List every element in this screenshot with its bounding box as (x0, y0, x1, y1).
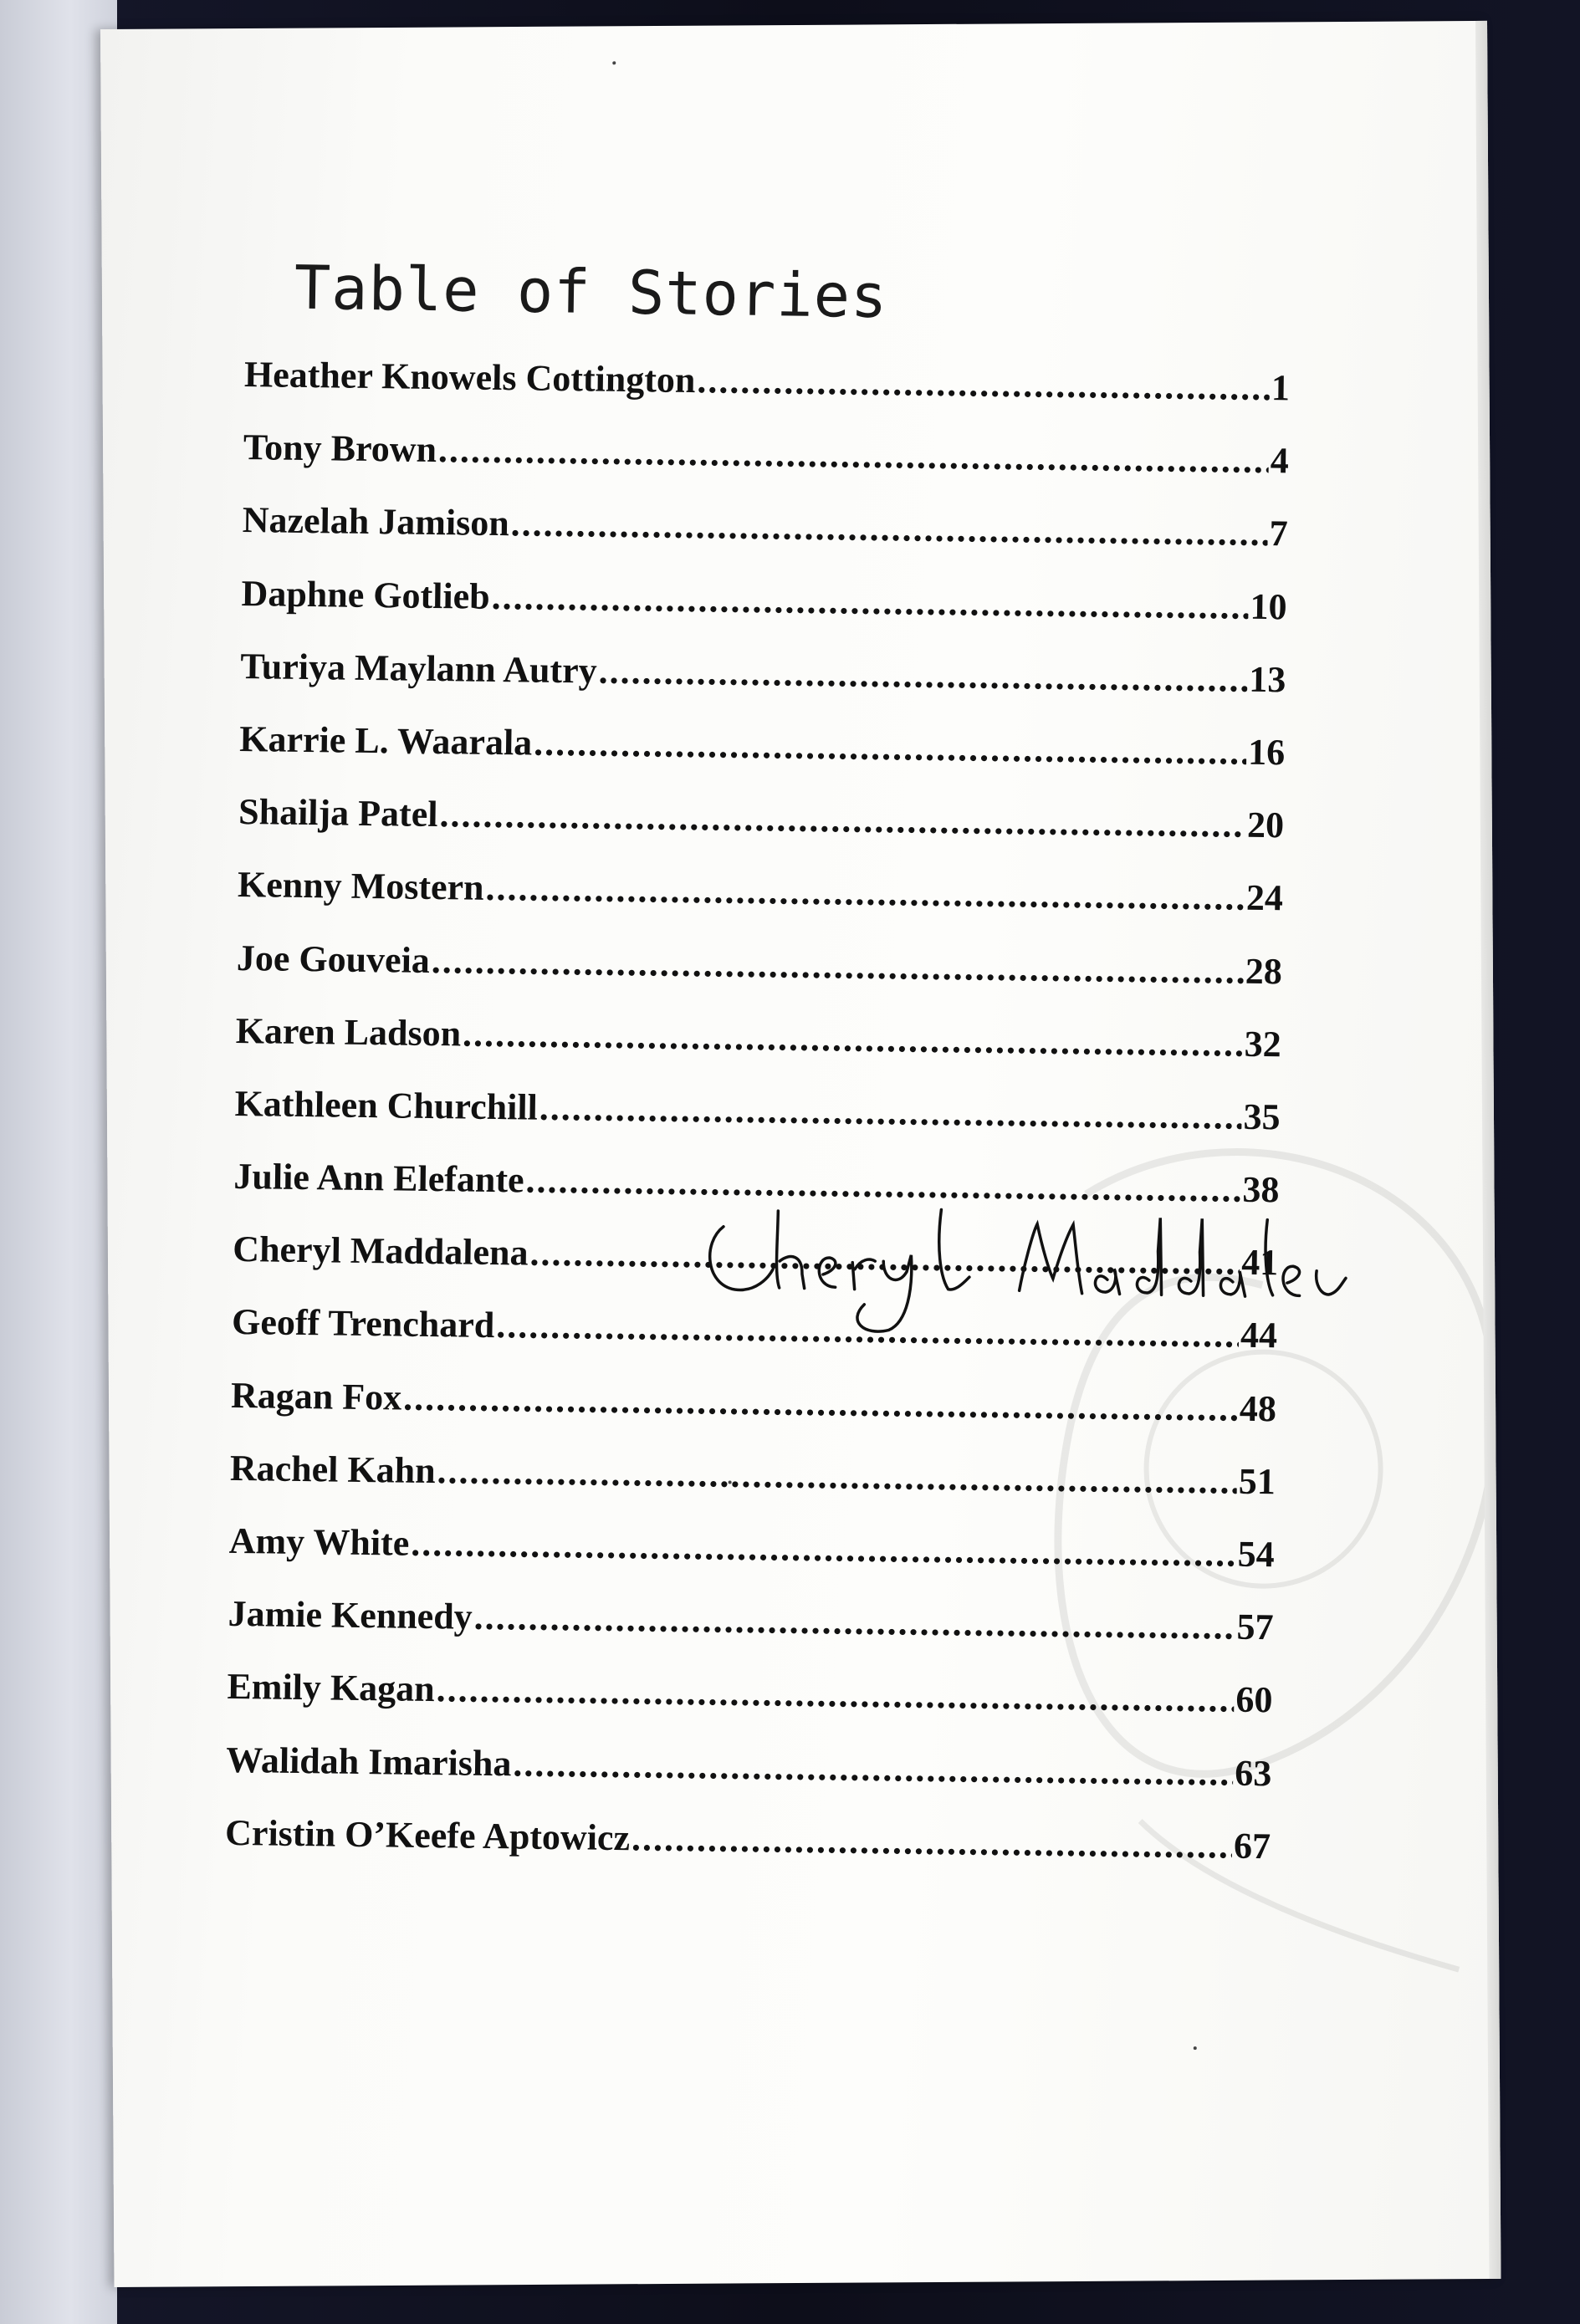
dust-speck (1194, 2046, 1197, 2050)
toc-entry-name: Ragan Fox (230, 1374, 402, 1418)
toc-entry-page: 44 (1240, 1315, 1278, 1356)
toc-entry (241, 572, 1287, 659)
toc-leader-dots (491, 575, 1249, 627)
toc-entry-name: Emily Kagan (227, 1666, 435, 1710)
toc-entry (242, 498, 1288, 585)
toc-entry-page: 57 (1236, 1606, 1274, 1648)
toc-leader-dots (539, 1086, 1242, 1138)
toc-entry (227, 1665, 1273, 1752)
toc-entry-page: 32 (1244, 1023, 1281, 1065)
toc-entry-page: 67 (1233, 1825, 1271, 1867)
toc-entry (240, 645, 1286, 732)
toc-entry-name: Turiya Maylann Autry (240, 645, 598, 692)
toc-entry-name: Julie Ann Elefante (233, 1155, 524, 1201)
toc-entry-name: Cristin O’Keefe Aptowicz (224, 1811, 631, 1858)
toc-leader-dots (598, 649, 1247, 700)
toc-entry (226, 1738, 1272, 1825)
toc-leader-dots (697, 359, 1270, 409)
toc-entry-name: Geoff Trenchard (231, 1301, 495, 1346)
toc-entry (236, 936, 1282, 1023)
toc-entry (243, 426, 1289, 513)
toc-entry-name: Karen Ladson (235, 1009, 462, 1055)
toc-entry (230, 1374, 1276, 1461)
toc-entry-name: Amy White (228, 1520, 410, 1564)
handwritten-signature (697, 1193, 1352, 1346)
toc-entry-page: 41 (1240, 1241, 1279, 1284)
toc-leader-dots (510, 503, 1268, 555)
toc-entry-name: Shailja Patel (238, 791, 438, 835)
toc-entry-page: 63 (1234, 1752, 1272, 1794)
toc-entry-name: Cheryl Maddalena (233, 1228, 529, 1274)
toc-entry (237, 863, 1283, 950)
toc-leader-dots (534, 722, 1247, 774)
toc-entry-page: 13 (1249, 658, 1286, 701)
toc-entry-page: 1 (1271, 367, 1291, 409)
toc-entry-name: Joe Gouveia (236, 937, 431, 981)
toc-entry-page: 7 (1269, 513, 1288, 554)
toc-leader-dots (513, 1742, 1233, 1794)
toc-entry (224, 1811, 1271, 1898)
toc-entry-page: 28 (1245, 950, 1283, 992)
toc-entry-name: Kathleen Churchill (234, 1082, 539, 1128)
toc-entry-page: 38 (1242, 1168, 1280, 1211)
toc-entry-page: 16 (1247, 731, 1286, 774)
toc-entry-page: 35 (1243, 1096, 1281, 1138)
toc-entry-page: 51 (1238, 1460, 1276, 1503)
toc-entry (235, 1009, 1281, 1096)
toc-entry (228, 1520, 1275, 1606)
toc-entry-name: Rachel Kahn (229, 1447, 436, 1491)
toc-entry-page: 48 (1239, 1387, 1277, 1429)
toc-entry-page: 10 (1250, 585, 1287, 627)
toc-entry (234, 1082, 1281, 1169)
toc-entry-page: 24 (1245, 877, 1284, 919)
book-page (100, 21, 1501, 2287)
toc-entry-name: Nazelah Jamison (242, 499, 510, 544)
toc-entry (228, 1592, 1274, 1679)
page-title: Table of Stories (294, 252, 889, 332)
toc-entry (243, 353, 1290, 440)
toc-entry-name: Tony Brown (243, 426, 437, 471)
table-of-contents (224, 353, 1290, 1898)
left-page (0, 0, 117, 2324)
toc-entry-name: Walidah Imarisha (226, 1739, 512, 1784)
toc-entry (238, 790, 1284, 877)
toc-entry (229, 1447, 1276, 1534)
toc-entry-name: Heather Knowels Cottington (243, 354, 696, 401)
toc-entry-name: Kenny Mostern (237, 864, 484, 909)
dust-speck (729, 1480, 732, 1484)
toc-entry (239, 718, 1286, 804)
toc-leader-dots (631, 1816, 1233, 1867)
toc-entry-page: 60 (1235, 1679, 1273, 1721)
toc-entry-name: Jamie Kennedy (228, 1593, 473, 1637)
toc-entry-page: 54 (1237, 1533, 1276, 1576)
toc-leader-dots (463, 1012, 1243, 1065)
toc-entry-name: Karrie L. Waarala (239, 718, 533, 764)
toc-entry-page: 4 (1270, 440, 1290, 482)
toc-entry-name: Daphne Gotlieb (241, 572, 490, 617)
toc-leader-dots (485, 866, 1245, 919)
dust-speck (612, 61, 616, 64)
toc-entry-page: 20 (1246, 804, 1285, 846)
toc-leader-dots (473, 1596, 1235, 1648)
